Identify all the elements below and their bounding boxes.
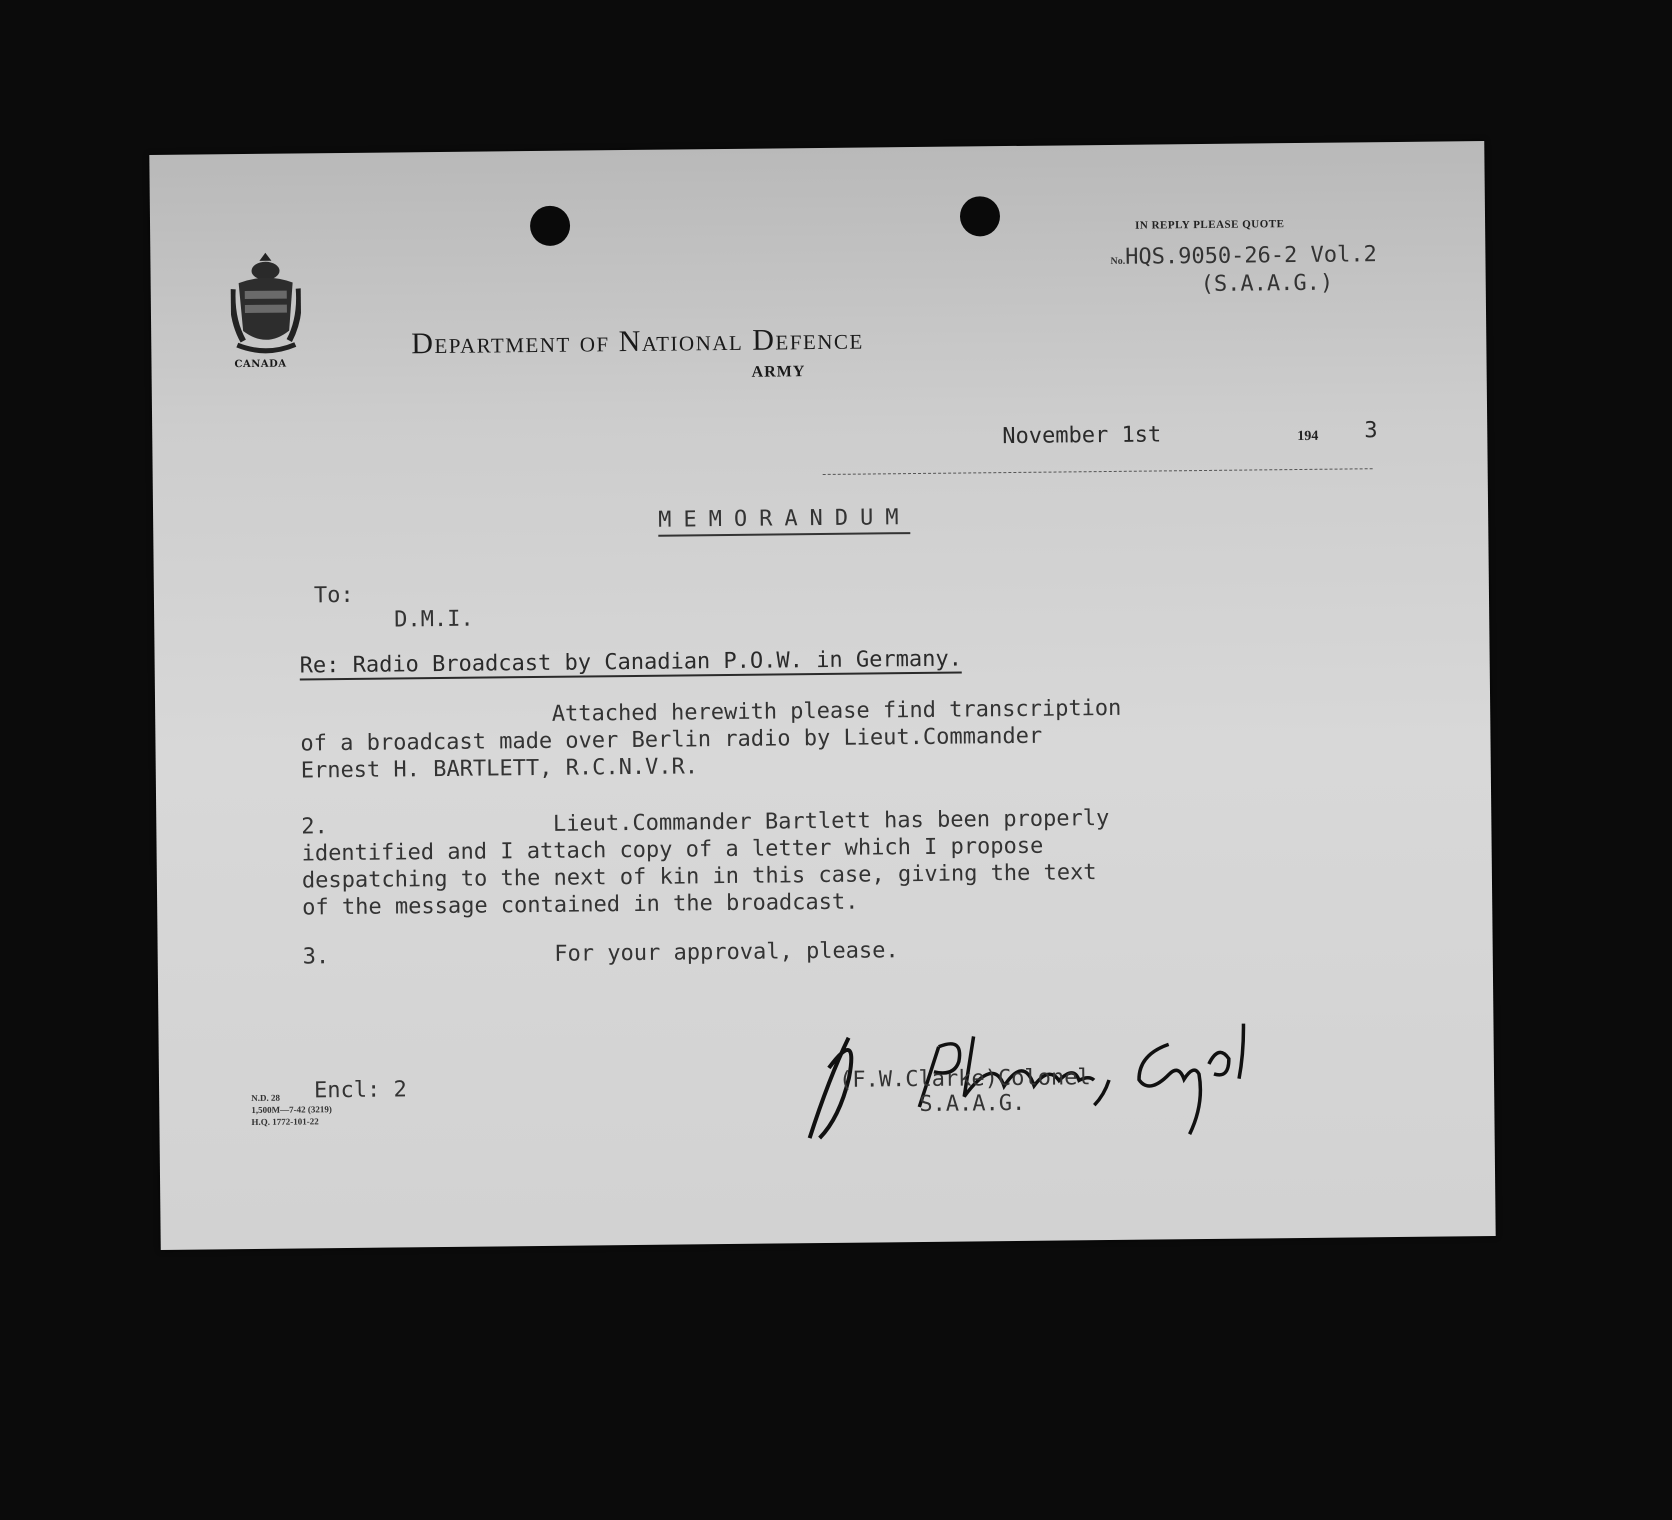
- memorandum-page: [149, 141, 1495, 1250]
- file-sub-reference: (S.A.A.G.): [1200, 270, 1334, 298]
- coat-of-arms-icon: [230, 248, 301, 359]
- recipient: D.M.I.: [394, 606, 474, 633]
- memo-date: November 1st: [1002, 422, 1162, 450]
- signatory-title: S.A.A.G.: [919, 1090, 1026, 1118]
- form-number: N.D. 28 1,500M—7-42 (3219) H.Q. 1772-101-22: [251, 1092, 332, 1128]
- punch-hole-left: [530, 206, 570, 246]
- paragraph-1: Attached herewith please find transcription of a broadcast made over Berlin radio by Lieut.Commander Ernest H. BARTLETT, R.C.N.V.R.: [300, 695, 1122, 784]
- paragraph-2: 2. Lieut.Commander Bartlett has been properly identified and I attach copy of a letter which I propose despatching to the next of kin in this case, giving the text of the message contained in the broadcast.: [301, 806, 1110, 921]
- year-suffix: 3: [1364, 418, 1378, 444]
- to-label: To:: [313, 582, 354, 609]
- file-number: [1110, 242, 1377, 270]
- branch-heading: ARMY: [751, 363, 806, 381]
- department-heading: Department of National Defence: [411, 322, 864, 361]
- memo-title: MEMORANDUM: [658, 505, 911, 537]
- signatory-name: (F.W.Clarke)Colonel: [838, 1065, 1091, 1093]
- enclosure-count: Encl: 2: [313, 1077, 407, 1104]
- subject-line: Re: Radio Broadcast by Canadian P.O.W. in Germany.: [299, 646, 963, 679]
- reply-quote-label: IN REPLY PLEASE QUOTE: [1135, 218, 1285, 232]
- paragraph-3: 3. For your approval, please.: [302, 938, 899, 970]
- year-prefix: 194: [1297, 428, 1319, 445]
- crest-label: CANADA: [234, 358, 287, 371]
- file-number-value: HQS.9050-26-2 Vol.2: [1125, 242, 1377, 270]
- punch-hole-right: [960, 196, 1000, 236]
- file-number-prefix: No.: [1110, 255, 1126, 267]
